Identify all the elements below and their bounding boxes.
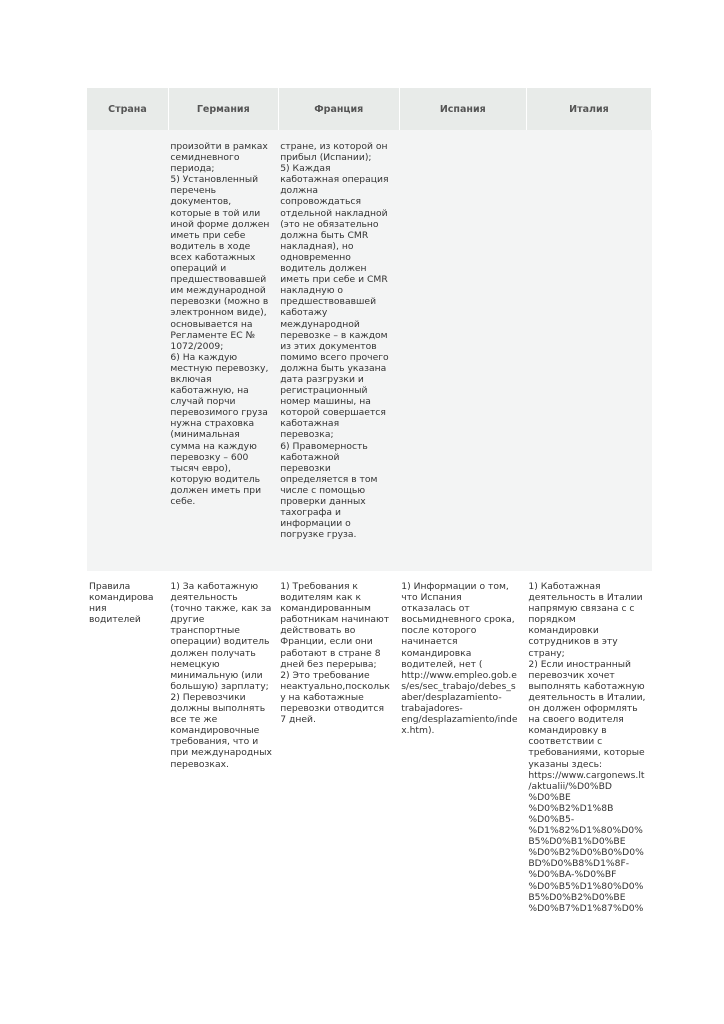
- cell-germany: 1) За каботажную деятельность (точно также, как за другие транспортные операции) водитель должен получать немецкую минимальную (или большую) зарплату; 2) Перевозчики должны выполнять все те же командировочные требования, что и при международных перевозках.: [170, 581, 272, 770]
- table-row: [87, 579, 652, 914]
- cell-italy: [526, 130, 651, 571]
- row-spacer: [87, 571, 652, 579]
- cell-country: [87, 130, 168, 571]
- cell-france: 1) Требования к водителям как к командированным работникам начинают действовать во Франции, если они работают в стране 8 дней без перерыва; 2) Это требование неактуально,поскольк у на каботажные перевозки отводится 7 дней.: [280, 581, 390, 726]
- header-germany: Германия: [168, 88, 278, 130]
- header-country: Страна: [87, 88, 168, 130]
- cell-country: Правила командирова ния водителей: [89, 581, 154, 626]
- header-spain: Испания: [399, 88, 526, 130]
- table-row: [87, 130, 652, 571]
- cell-germany: произойти в рамках семидневного периода; 5) Установленный перечень документов, которые в той или иной форме должен иметь при себе водитель в ходе всех каботажных операций и предшествовавшей им международной перевозки (можно в электронном виде), основывается на Регламенте ЕС № 1072/2009; 6) На каждую местную перевозку, включая каботажную, на случай порчи перевозимого груза нужна страховка (минимальная сумма на каждую перевозку – 600 тысяч евро), которую водитель должен иметь при себе.: [168, 130, 278, 571]
- header-france: Франция: [278, 88, 399, 130]
- cell-italy: 1) Каботажная деятельность в Италии напрямую связана с с порядком командировки сотрудников в эту страну; 2) Если иностранный перевозчик хочет выполнять каботажную деятельность в Италии, он должен оформлять на своего водителя командировку в соответствии с требованиями, которые указаны здесь: https://www.cargonews.lt /aktualii/%D0%BD %D0%BE %D0%B2%D1%8B %D0%B5- %D1%82%D1%80%D0% B5%D0%B1%D0%BE %D0%B2%D0%B0%D0% BD%D0%B8%D1%8F- %D0%BA-%D0%BF %D0%B5%D1%80%D0% B5%D0%B2%D0%BE %D0%B7%D1%87%D0%: [528, 581, 646, 914]
- cell-spain: 1) Информации о том, что Испания отказалась от восьмидневного срока, после которого начинается командировка водителей, нет ( http://www.empleo.gob.e s/es/sec_trabajo/debes_s aber/desplazamiento- trabajadores- eng/desplazamiento/inde x.htm).: [401, 581, 518, 737]
- comparison-table: [87, 88, 652, 914]
- header-row: [87, 88, 652, 130]
- cell-france: стране, из которой он прибыл (Испании); 5) Каждая каботажная операция должна сопровождаться отдельной накладной (это не обязательно должна быть CMR накладная), но одновременно водитель должен иметь при себе и CMR накладную о предшествовавшей каботажу международной перевозке – в каждом из этих документов помимо всего прочего должна быть указана дата разгрузки и регистрационный номер машины, на которой совершается каботажная перевозка; 6) Правомерность каботажной перевозки определяется в том числе с помощью проверки данных тахографа и информации о погрузке груза.: [278, 130, 399, 571]
- header-italy: Италия: [526, 88, 651, 130]
- cell-spain: [399, 130, 526, 571]
